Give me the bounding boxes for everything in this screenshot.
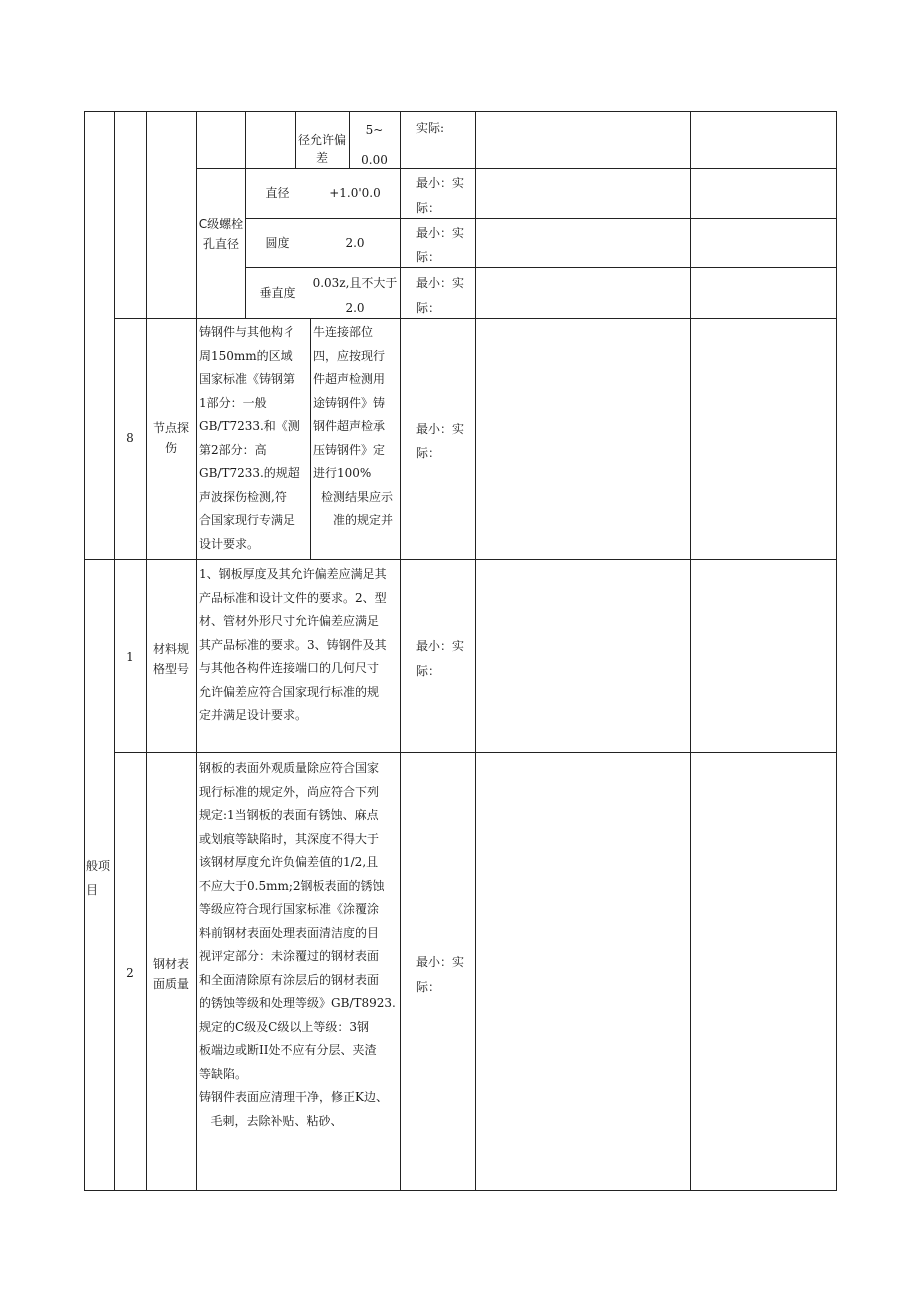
col-line-e xyxy=(310,318,311,559)
text-line: 材、管材外形尺寸允许偏差应满足 xyxy=(199,614,380,628)
surface-result-bottom: 际： xyxy=(416,980,441,994)
node-inspect-text-right xyxy=(313,321,400,533)
text-line: 与其他各构件连接端口的几何尺寸 xyxy=(199,661,380,675)
roundness-result-bottom: 际： xyxy=(416,250,441,264)
roundness-value: 2.0 xyxy=(345,236,365,250)
perpendicularity-result-bottom: 际： xyxy=(416,301,441,315)
col-line-3 xyxy=(196,111,197,1191)
text-line: 视评定部分：未涂覆过的钢材表面 xyxy=(199,949,380,963)
diameter-value: +1.0'0.0 xyxy=(329,186,381,200)
col-line-a xyxy=(245,111,246,168)
text-line: 的锈蚀等级和处理等级》GB/T8923. xyxy=(199,996,396,1010)
material-name: 材料规格型号 xyxy=(152,642,189,676)
text-line: 铸钢件与其他构彳 xyxy=(199,325,296,339)
text-line: 定并满足设计要求。 xyxy=(199,708,308,722)
row-line-4 xyxy=(114,318,837,319)
text-line: 准的规定并 xyxy=(333,513,394,527)
surface-result-top: 最小：实 xyxy=(416,955,465,969)
text-line: 料前钢材表面处理表面清洁度的目 xyxy=(199,925,380,940)
node-inspect-text-left xyxy=(199,321,309,556)
text-line: 该钢材厚度允许负偏差值的1/2,且 xyxy=(199,855,379,869)
col-line-check xyxy=(475,111,476,1191)
general-label-line1: 般项 xyxy=(86,859,111,873)
text-line: GB/T7233.的规超 xyxy=(199,466,300,480)
text-line: 声波探伤检测,符 xyxy=(199,489,287,504)
text-line: 不应大于0.5mm;2钢板表面的锈蚀 xyxy=(199,878,385,893)
text-line: 1、钢板厚度及其允许偏差应满足其 xyxy=(199,567,387,581)
row-line-3 xyxy=(245,267,837,268)
text-line: 现行标准的规定外，尚应符合下列 xyxy=(199,784,380,799)
text-line: 设计要求。 xyxy=(199,536,260,551)
hole-dev-value-top: 5~ xyxy=(365,123,384,137)
perpendicularity-result-top: 最小：实 xyxy=(416,276,465,290)
general-label-line2: 目 xyxy=(86,883,99,897)
text-line: 四，应按现行 xyxy=(313,348,386,363)
text-line: 件超声检测用 xyxy=(313,372,386,386)
c-bolt-group-label: C级螺栓孔直径 xyxy=(198,217,244,251)
border-right xyxy=(836,111,837,1191)
roundness-result-top: 最小：实 xyxy=(416,226,465,240)
text-line: 毛刺，去除补贴、粘砂、 xyxy=(199,1113,343,1128)
col-line-remark xyxy=(690,111,691,1191)
material-no: 1 xyxy=(126,650,134,664)
text-line: 规定:1当钢板的表面有锈蚀、麻点 xyxy=(199,808,379,822)
text-line: 国家标准《铸钢第 xyxy=(199,372,296,386)
perpendicularity-value-top: 0.03z,且不大于 xyxy=(312,276,398,290)
text-line: 进行100% xyxy=(313,466,372,480)
surface-name: 钢材表面质量 xyxy=(152,957,189,991)
hole-dev-item: 径允许偏差 xyxy=(297,133,346,165)
roundness-item: 圆度 xyxy=(265,236,290,250)
col-line-2 xyxy=(146,111,147,1191)
hole-dev-value-bottom: 0.00 xyxy=(361,153,388,167)
material-text xyxy=(199,563,399,728)
surface-no: 2 xyxy=(126,966,134,980)
text-line: 第2部分：高 xyxy=(199,442,267,457)
material-result-top: 最小：实 xyxy=(416,639,465,653)
material-result-bottom: 际： xyxy=(416,664,441,678)
text-line: 板端边或断II处不应有分层、夹渣 xyxy=(199,1043,377,1057)
text-line: 牛连接部位 xyxy=(313,325,374,339)
diameter-result-bottom: 际： xyxy=(416,201,441,215)
text-line: 其产品标准的要求。3、铸钢件及其 xyxy=(199,637,387,652)
node-inspect-name: 节点探伤 xyxy=(152,421,189,455)
surface-text xyxy=(199,757,399,1133)
text-line: 等级应符合现行国家标准《涂覆涂 xyxy=(199,902,380,916)
text-line: 钢件超声检承 xyxy=(313,419,386,433)
row-line-6 xyxy=(114,752,837,753)
node-inspect-no: 8 xyxy=(126,431,134,445)
text-line: 周150mm的区域 xyxy=(199,348,293,363)
text-line: 压铸钢件》定 xyxy=(313,442,386,457)
text-line: 合国家现行专满足 xyxy=(199,513,296,527)
perpendicularity-value-bottom: 2.0 xyxy=(345,301,365,315)
row-line-1 xyxy=(196,168,837,169)
row-line-2 xyxy=(245,218,837,219)
diameter-result-top: 最小：实 xyxy=(416,176,465,190)
text-line: 1部分：一般 xyxy=(199,395,267,410)
text-line: GB/T7233.和《测 xyxy=(199,419,300,433)
border-left xyxy=(84,111,85,1191)
text-line: 或划痕等缺陷时，其深度不得大于 xyxy=(199,831,380,846)
text-line: 产品标准和设计文件的要求。2、型 xyxy=(199,590,387,605)
text-line: 钢板的表面外观质量除应符合国家 xyxy=(199,761,380,775)
hole-dev-result: 实际: xyxy=(416,121,445,135)
text-line: 铸钢件表面应清理干净，修正K边、 xyxy=(199,1090,388,1104)
text-line: 规定的C级及C级以上等级：3钢 xyxy=(199,1019,369,1034)
diameter-item: 直径 xyxy=(265,186,290,200)
text-line: 等缺陷。 xyxy=(199,1066,248,1081)
text-line: 和全面清除原有涂层后的钢材表面 xyxy=(199,972,380,987)
node-inspect-result-bottom: 际： xyxy=(416,446,441,460)
row-line-5 xyxy=(84,559,837,560)
text-line: 允许偏差应符合国家现行标准的规 xyxy=(199,684,380,699)
text-line: 途铸钢件》铸 xyxy=(313,395,386,410)
node-inspect-result-top: 最小：实 xyxy=(416,422,465,436)
text-line: 检测结果应示 xyxy=(321,489,394,504)
perpendicularity-item: 垂直度 xyxy=(259,286,296,300)
